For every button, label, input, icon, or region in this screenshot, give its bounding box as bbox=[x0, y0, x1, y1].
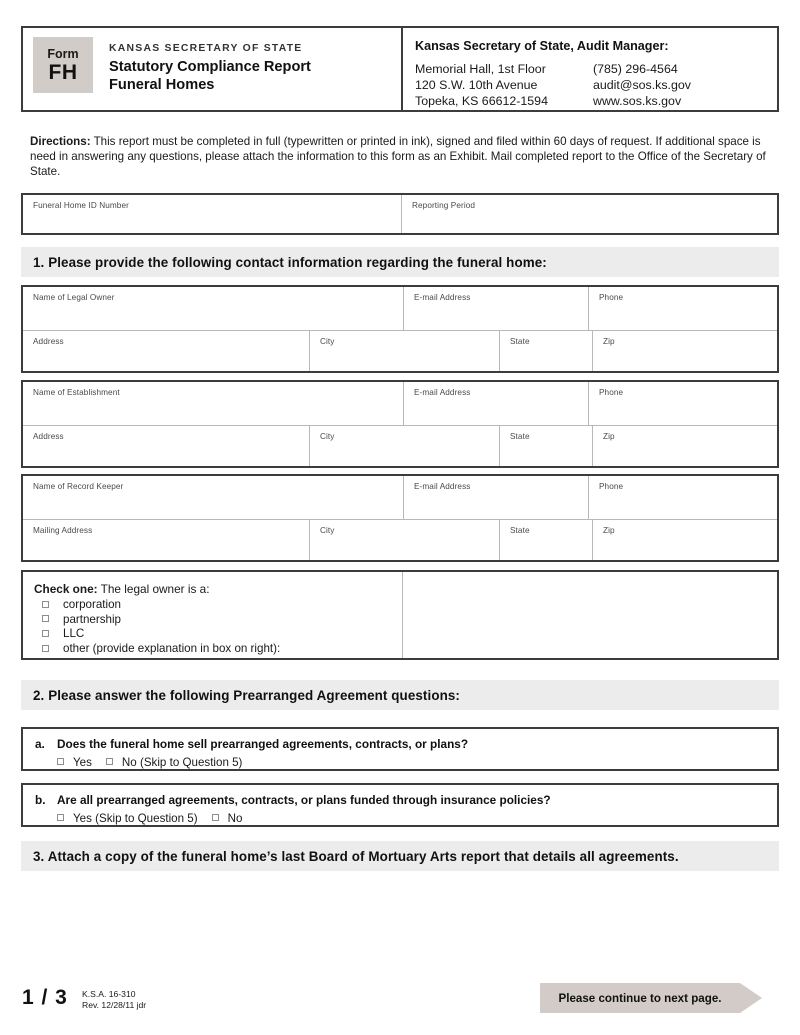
establishment-address-label: Address bbox=[33, 432, 64, 441]
checkbox-icon[interactable] bbox=[57, 758, 64, 765]
check-one-option-partnership[interactable] bbox=[34, 613, 402, 628]
continue-arrow-banner bbox=[540, 983, 778, 1013]
question-a-text: Does the funeral home sell prearranged agreements, contracts, or plans? bbox=[57, 737, 469, 751]
check-one-prompt bbox=[34, 581, 402, 597]
contact-phone: (785) 296-4564 bbox=[593, 62, 678, 76]
establishment-state-field[interactable] bbox=[499, 426, 592, 466]
question-b-option-yes: Yes (Skip to Question 5) bbox=[73, 812, 198, 825]
record-keeper-phone-field[interactable] bbox=[588, 476, 777, 519]
revision-date: Rev. 12/28/11 jdr bbox=[82, 999, 147, 1010]
continue-arrow-body bbox=[540, 983, 740, 1013]
owner-address-field[interactable] bbox=[23, 331, 309, 371]
owner-address-label: Address bbox=[33, 337, 64, 346]
establishment-city-label: City bbox=[320, 432, 335, 441]
record-keeper-city-field[interactable] bbox=[309, 520, 499, 560]
contact-website: www.sos.ks.gov bbox=[593, 94, 682, 108]
arrow-right-icon bbox=[740, 983, 762, 1013]
section-3-title: 3. Attach a copy of the funeral home’s last Board of Mortuary Arts report that details all agreements. bbox=[33, 848, 679, 864]
record-keeper-city-label: City bbox=[320, 526, 335, 535]
question-a-option-no: No (Skip to Question 5) bbox=[121, 756, 243, 769]
contact-address-line3: Topeka, KS 66612-1594 bbox=[415, 94, 548, 108]
form-badge-code: FH bbox=[48, 60, 78, 84]
check-one-explanation-field[interactable] bbox=[403, 572, 777, 658]
establishment-phone-field[interactable] bbox=[588, 382, 777, 425]
check-one-option-label: LLC bbox=[63, 627, 85, 641]
agency-name: KANSAS SECRETARY OF STATE bbox=[109, 43, 303, 54]
check-one-option-label: corporation bbox=[63, 598, 122, 611]
establishment-name-label: Name of Establishment bbox=[33, 388, 120, 397]
contact-address-line1: Memorial Hall, 1st Floor bbox=[415, 62, 546, 76]
owner-zip-field[interactable] bbox=[592, 331, 777, 371]
owner-phone-label: Phone bbox=[599, 293, 624, 302]
establishment-phone-label: Phone bbox=[599, 388, 624, 397]
checkbox-icon[interactable] bbox=[42, 630, 49, 637]
form-title-line2: Funeral Homes bbox=[109, 77, 215, 93]
record-keeper-zip-label: Zip bbox=[603, 526, 615, 535]
question-b-option-no: No bbox=[227, 812, 243, 825]
owner-state-field[interactable] bbox=[499, 331, 592, 371]
form-header bbox=[21, 26, 779, 112]
check-one-option-label: partnership bbox=[63, 612, 122, 626]
check-one-option-label: other (provide explanation in box on right): bbox=[63, 641, 281, 655]
directions-paragraph bbox=[30, 134, 772, 180]
record-keeper-address-label: Mailing Address bbox=[33, 526, 93, 535]
establishment-state-label: State bbox=[510, 432, 530, 441]
record-keeper-phone-label: Phone bbox=[599, 482, 624, 491]
reporting-period-label: Reporting Period bbox=[412, 201, 476, 210]
statute-reference: K.S.A. 16-310 bbox=[82, 989, 136, 999]
establishment-email-label: E-mail Address bbox=[414, 388, 471, 397]
funeral-home-id-label: Funeral Home ID Number bbox=[33, 201, 129, 210]
check-one-options bbox=[23, 572, 403, 658]
check-one-prompt-text: The legal owner is a: bbox=[97, 582, 210, 596]
reporting-period-field[interactable] bbox=[401, 195, 777, 233]
contact-heading: Kansas Secretary of State, Audit Manager: bbox=[415, 39, 669, 53]
record-keeper-state-label: State bbox=[510, 526, 530, 535]
identification-box bbox=[21, 193, 779, 235]
record-keeper-block bbox=[21, 474, 779, 562]
section-1-header bbox=[21, 247, 779, 277]
directions-text: This report must be completed in full (typewritten or printed in ink), signed and filed within 60 days of request. If additional space is need in answering any questions, please attach the information to this form as an Exhibit. Mail completed report to the Office of the Secretary of State. bbox=[30, 135, 766, 179]
form-badge bbox=[33, 37, 93, 93]
owner-state-label: State bbox=[510, 337, 530, 346]
section-2-header bbox=[21, 680, 779, 710]
owner-name-label: Name of Legal Owner bbox=[33, 293, 115, 302]
check-one-option-llc[interactable] bbox=[34, 627, 402, 642]
checkbox-icon[interactable] bbox=[212, 814, 219, 821]
owner-name-field[interactable] bbox=[23, 287, 403, 330]
owner-phone-field[interactable] bbox=[588, 287, 777, 330]
continue-text: Please continue to next page. bbox=[558, 991, 722, 1005]
question-b-box bbox=[21, 783, 779, 827]
record-keeper-email-label: E-mail Address bbox=[414, 482, 471, 491]
record-keeper-address-field[interactable] bbox=[23, 520, 309, 560]
owner-city-label: City bbox=[320, 337, 335, 346]
question-b-text: Are all prearranged agreements, contracts, or plans funded through insurance policies? bbox=[57, 793, 551, 807]
owner-zip-label: Zip bbox=[603, 337, 615, 346]
establishment-block bbox=[21, 380, 779, 468]
check-one-box bbox=[21, 570, 779, 660]
establishment-zip-field[interactable] bbox=[592, 426, 777, 466]
owner-email-field[interactable] bbox=[403, 287, 588, 330]
contact-address-column bbox=[415, 61, 593, 109]
form-title-line1: Statutory Compliance Report bbox=[109, 59, 311, 75]
establishment-name-field[interactable] bbox=[23, 382, 403, 425]
section-1-title: 1. Please provide the following contact information regarding the funeral home: bbox=[33, 254, 547, 270]
directions-label: Directions: bbox=[30, 135, 91, 148]
header-title-group bbox=[109, 37, 311, 94]
checkbox-icon[interactable] bbox=[42, 615, 49, 622]
establishment-address-field[interactable] bbox=[23, 426, 309, 466]
record-keeper-email-field[interactable] bbox=[403, 476, 588, 519]
checkbox-icon[interactable] bbox=[42, 645, 49, 652]
owner-city-field[interactable] bbox=[309, 331, 499, 371]
record-keeper-name-field[interactable] bbox=[23, 476, 403, 519]
record-keeper-state-field[interactable] bbox=[499, 520, 592, 560]
establishment-zip-label: Zip bbox=[603, 432, 615, 441]
checkbox-icon[interactable] bbox=[106, 758, 113, 765]
question-b-letter: b. bbox=[35, 793, 46, 807]
check-one-label: Check one: bbox=[34, 582, 98, 596]
question-a-option-yes: Yes bbox=[73, 756, 92, 769]
record-keeper-zip-field[interactable] bbox=[592, 520, 777, 560]
contact-address-line2: 120 S.W. 10th Avenue bbox=[415, 78, 538, 92]
contact-digital-column bbox=[593, 61, 777, 109]
establishment-email-field[interactable] bbox=[403, 382, 588, 425]
owner-email-label: E-mail Address bbox=[414, 293, 471, 302]
check-one-option-other[interactable] bbox=[34, 642, 402, 657]
checkbox-icon[interactable] bbox=[42, 601, 49, 608]
header-contact-block bbox=[403, 28, 777, 110]
header-identity bbox=[23, 28, 403, 110]
footer-metadata bbox=[82, 989, 146, 1010]
section-2-title: 2. Please answer the following Prearranged Agreement questions: bbox=[33, 687, 460, 703]
contact-email: audit@sos.ks.gov bbox=[593, 78, 691, 92]
checkbox-icon[interactable] bbox=[57, 814, 64, 821]
question-a-letter: a. bbox=[35, 737, 45, 751]
page-number: 1 / 3 bbox=[22, 986, 68, 1009]
record-keeper-name-label: Name of Record Keeper bbox=[33, 482, 124, 491]
check-one-option-corporation[interactable] bbox=[34, 598, 402, 613]
section-3-header bbox=[21, 841, 779, 871]
legal-owner-block bbox=[21, 285, 779, 373]
form-badge-word: Form bbox=[47, 46, 79, 61]
establishment-city-field[interactable] bbox=[309, 426, 499, 466]
question-a-box bbox=[21, 727, 779, 771]
funeral-home-id-field[interactable] bbox=[23, 195, 401, 233]
